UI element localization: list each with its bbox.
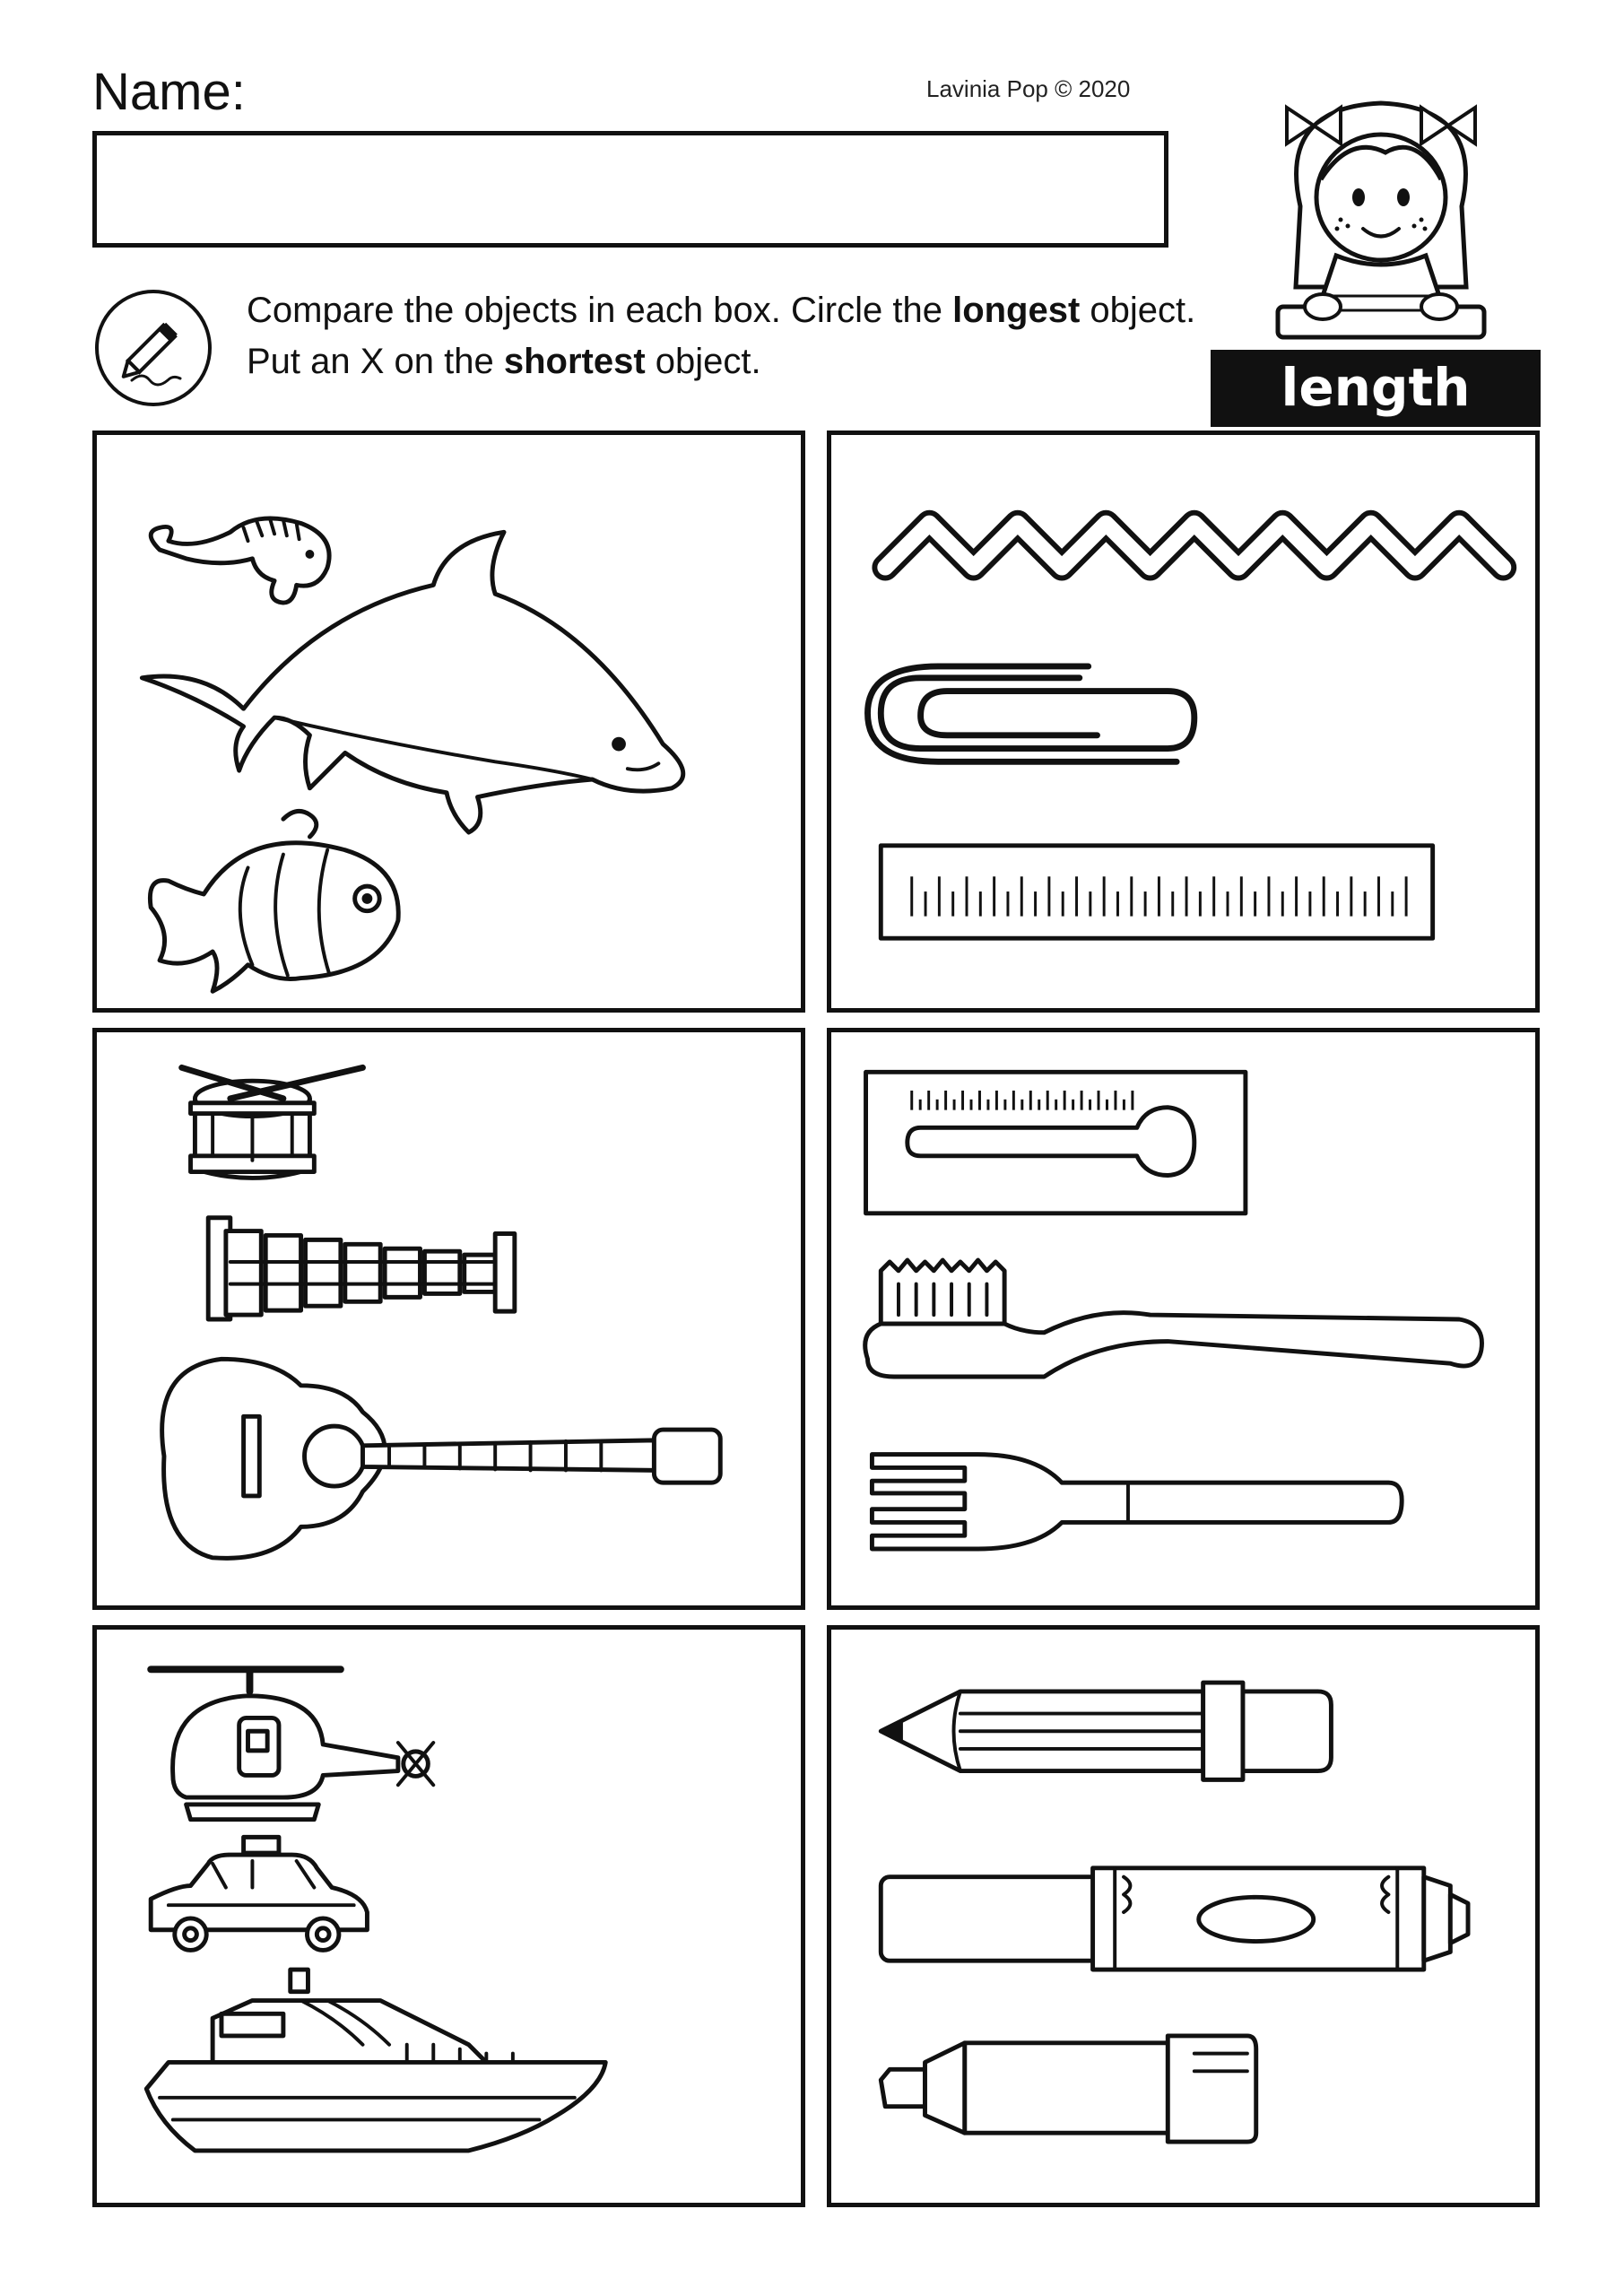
comparison-panel-household-items[interactable] (827, 1028, 1540, 1610)
drum-icon[interactable] (182, 1067, 363, 1178)
comparison-panel-office-items[interactable] (827, 430, 1540, 1013)
pencil-icon[interactable] (881, 1683, 1331, 1779)
name-input-box[interactable] (92, 131, 1168, 248)
instructions-bold-shortest: shortest (503, 342, 646, 381)
girl-with-ruler-icon (1251, 72, 1511, 350)
xylophone-icon[interactable] (208, 1218, 515, 1319)
clownfish-icon[interactable] (150, 811, 398, 991)
paperclip-icon[interactable] (868, 666, 1194, 761)
instructions-part3: object. (645, 342, 761, 381)
seahorse-icon[interactable] (151, 518, 329, 603)
dolphin-icon[interactable] (142, 532, 682, 832)
zigzag-line-icon[interactable] (885, 523, 1503, 567)
yacht-icon[interactable] (146, 1970, 605, 2151)
ruler-icon[interactable] (881, 846, 1432, 938)
copyright-text: Lavinia Pop © 2020 (926, 75, 1131, 102)
comparison-panel-writing-tools[interactable] (827, 1625, 1540, 2207)
comparison-panel-vehicles[interactable] (92, 1625, 805, 2207)
comparison-panel-instruments[interactable] (92, 1028, 805, 1610)
highlighter-icon[interactable] (881, 2036, 1255, 2142)
taxi-icon[interactable] (151, 1837, 367, 1950)
comparison-panel-sea-animals[interactable] (92, 430, 805, 1013)
crayon-icon[interactable] (881, 1868, 1468, 1970)
pencil-circle-icon (92, 287, 214, 409)
name-label: Name: (92, 63, 246, 121)
guitar-icon[interactable] (162, 1359, 721, 1558)
helicopter-icon[interactable] (151, 1669, 433, 1819)
instructions-part1: Compare the objects in each box. Circle the (247, 291, 953, 330)
topic-badge: length (1211, 350, 1541, 427)
thermometer-icon[interactable] (866, 1072, 1246, 1213)
toothbrush-icon[interactable] (865, 1260, 1482, 1377)
instructions-text (247, 285, 1197, 387)
instructions-part2: object. Put an X on the (247, 291, 1196, 381)
instructions-bold-longest: longest (952, 291, 1081, 330)
fork-icon[interactable] (872, 1455, 1402, 1549)
